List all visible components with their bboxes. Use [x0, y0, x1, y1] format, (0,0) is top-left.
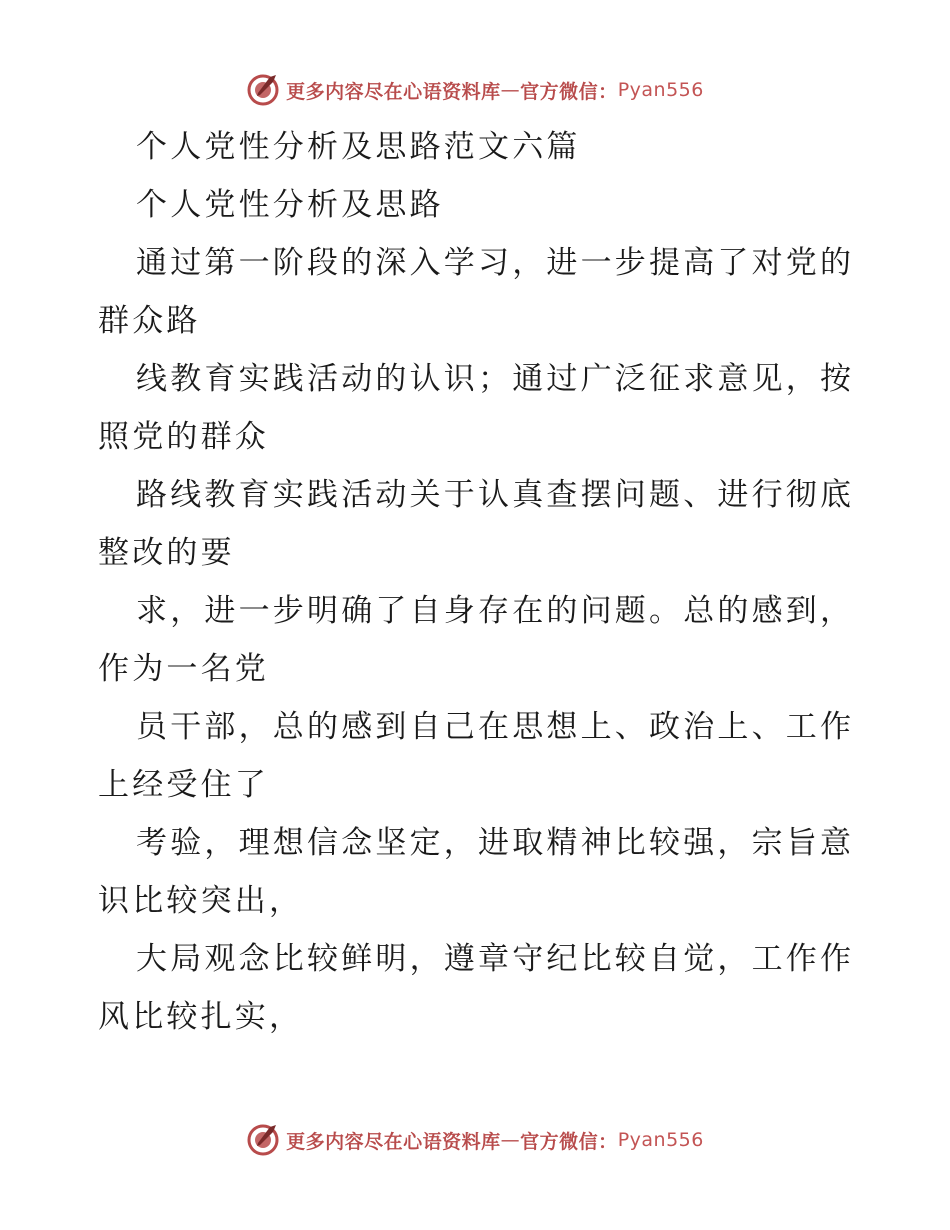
- header-brand-text: 更多内容尽在心语资料库: [286, 80, 501, 103]
- footer-banner: [0, 1120, 950, 1160]
- paragraph-3: 路线教育实践活动关于认真查摆问题、进行彻底整改的要: [98, 477, 855, 571]
- header-wechat-id: Pyan556: [617, 79, 704, 101]
- paragraph-7: 大局观念比较鲜明，遵章守纪比较自觉，工作作风比较扎实，: [98, 941, 855, 1035]
- footer-wechat-id: Pyan556: [617, 1129, 704, 1151]
- footer-separator: —: [500, 1129, 521, 1151]
- footer-brand-text: 更多内容尽在心语资料库: [286, 1130, 501, 1153]
- paragraph-6: 考验，理想信念坚定，进取精神比较强，宗旨意识比较突出，: [98, 825, 855, 919]
- paragraph-1: 通过第一阶段的深入学习，进一步提高了对党的群众路: [98, 245, 855, 339]
- document-subtitle: 个人党性分析及思路: [136, 187, 444, 223]
- quill-logo-icon: [246, 73, 280, 107]
- footer-wechat-label: 官方微信：: [520, 1130, 618, 1153]
- header-banner: [0, 70, 950, 110]
- document-body: [98, 118, 858, 1046]
- paragraph-5: 员干部，总的感到自己在思想上、政治上、工作上经受住了: [98, 709, 855, 803]
- paragraph-4: 求，进一步明确了自身存在的问题。总的感到，作为一名党: [98, 593, 855, 687]
- header-separator: —: [500, 79, 521, 101]
- quill-logo-icon: [246, 1123, 280, 1157]
- document-title: 个人党性分析及思路范文六篇: [136, 129, 581, 165]
- header-wechat-label: 官方微信：: [520, 80, 618, 103]
- paragraph-2: 线教育实践活动的认识；通过广泛征求意见，按照党的群众: [98, 361, 855, 455]
